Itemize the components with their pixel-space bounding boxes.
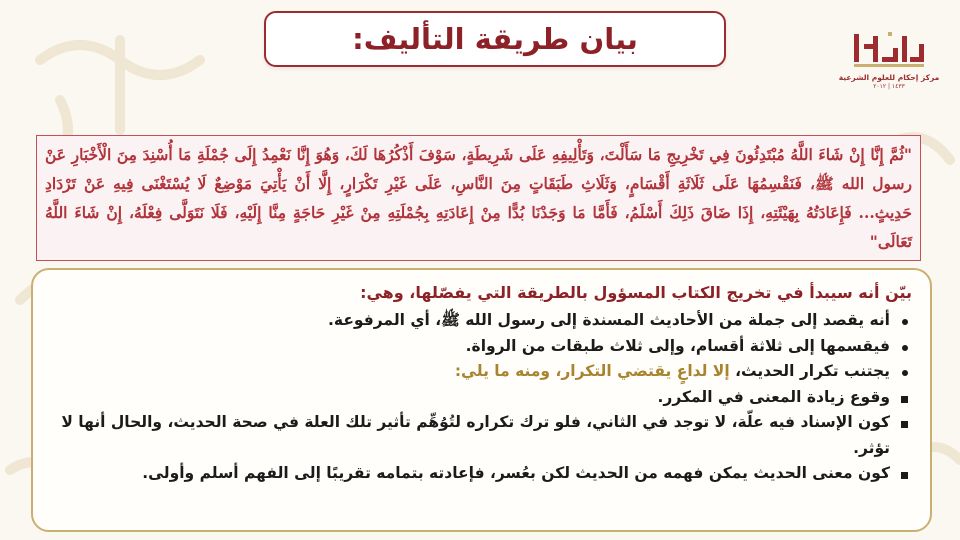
point-text: فيقسمها إلى ثلاثة أقسام، وإلى ثلاث طبقات من الرواة. <box>465 336 890 355</box>
intro-text: بيّن أنه سيبدأ في تخريج الكتاب المسؤول بالطريقة التي يفصّلها، وهي: <box>360 283 912 302</box>
title-banner <box>264 11 726 67</box>
list-item <box>51 359 890 385</box>
list-item <box>51 461 890 487</box>
point-text: يجتنب تكرار الحديث، <box>729 362 890 380</box>
quote-text: "ثُمَّ إِنَّا إِنْ شَاءَ اللَّهُ مُبْتَدِئُونَ فِي تَخْرِيجِ مَا سَأَلْتَ، وَتَأْلِيفِهِ عَلَى شَرِيطَةٍ، سَوْفَ أَذْكُرُهَا لَكَ، وَهُوَ إِنَّا نَعْمِدُ إِلَى جُمْلَةِ مَا أُسْنِدَ مِنَ الْأَخْبَارِ عَنْ رسول الله ﷺ، فَنَقْسِمُهَا عَلَى ثَلَاثَةِ أَقْسَامٍ، وَثَلَاثِ طَبَقَاتٍ مِنَ النَّاسِ، عَلَى غَيْرِ تَكْرَارٍ، إِلَّا أَنْ يَأْتِيَ مَوْضِعٌ لَا يُسْتَغْنَى فِيهِ عَنْ تَرْدَادِ حَدِيثٍ... فَإِعَادَتُهُ بِهَيْئَتِهِ، إِذَا ضَاقَ ذَلِكَ أَسْلَمُ، فَأَمَّا مَا وَجَدْنَا بُدًّا مِنْ إِعَادَتِهِ بِجُمْلَتِهِ مِنْ غَيْرِ حَاجَةٍ مِنَّا إِلَيْهِ، فَلَا نَتَوَلَّى فِعْلَهُ، إِنْ شَاءَ اللَّهُ تَعَالَى" <box>45 145 912 251</box>
page-title: بيان طريقة التأليف: <box>352 22 638 56</box>
point-text: كون الإسناد فيه علّة، لا توجد في الثاني، فلو ترك تكراره لتُوُهِّم تأثير تلك العلة في صحة الحديث، والحال أنها لا تؤثر. <box>61 413 890 457</box>
list-item <box>51 308 890 334</box>
logo-tag: ١٤٣٣ | ٢٠١٢ <box>873 83 905 90</box>
list-item <box>51 334 890 360</box>
point-highlight: إلا لداعٍ يقتضي التكرار، ومنه ما يلي: <box>454 362 730 380</box>
ihkam-logo-icon <box>848 30 930 70</box>
logo-subtitle: مركز إحكام للعلوم الشرعية <box>838 73 940 82</box>
points-list <box>51 308 912 487</box>
quote-box <box>36 135 921 261</box>
point-text: أنه يقصد إلى جملة من الأحاديث المسندة إلى رسول الله ﷺ، أي المرفوعة. <box>328 311 890 329</box>
list-item <box>51 410 890 461</box>
point-text: وقوع زيادة المعنى في المكرر. <box>657 387 890 406</box>
point-text: كون معنى الحديث يمكن فهمه من الحديث لكن بعُسر، فإعادته بتمامه تقريبًا إلى الفهم أسلم وأولى. <box>142 464 890 482</box>
list-item <box>51 385 890 411</box>
explanation-box <box>31 268 932 532</box>
brand-logo <box>838 30 940 100</box>
